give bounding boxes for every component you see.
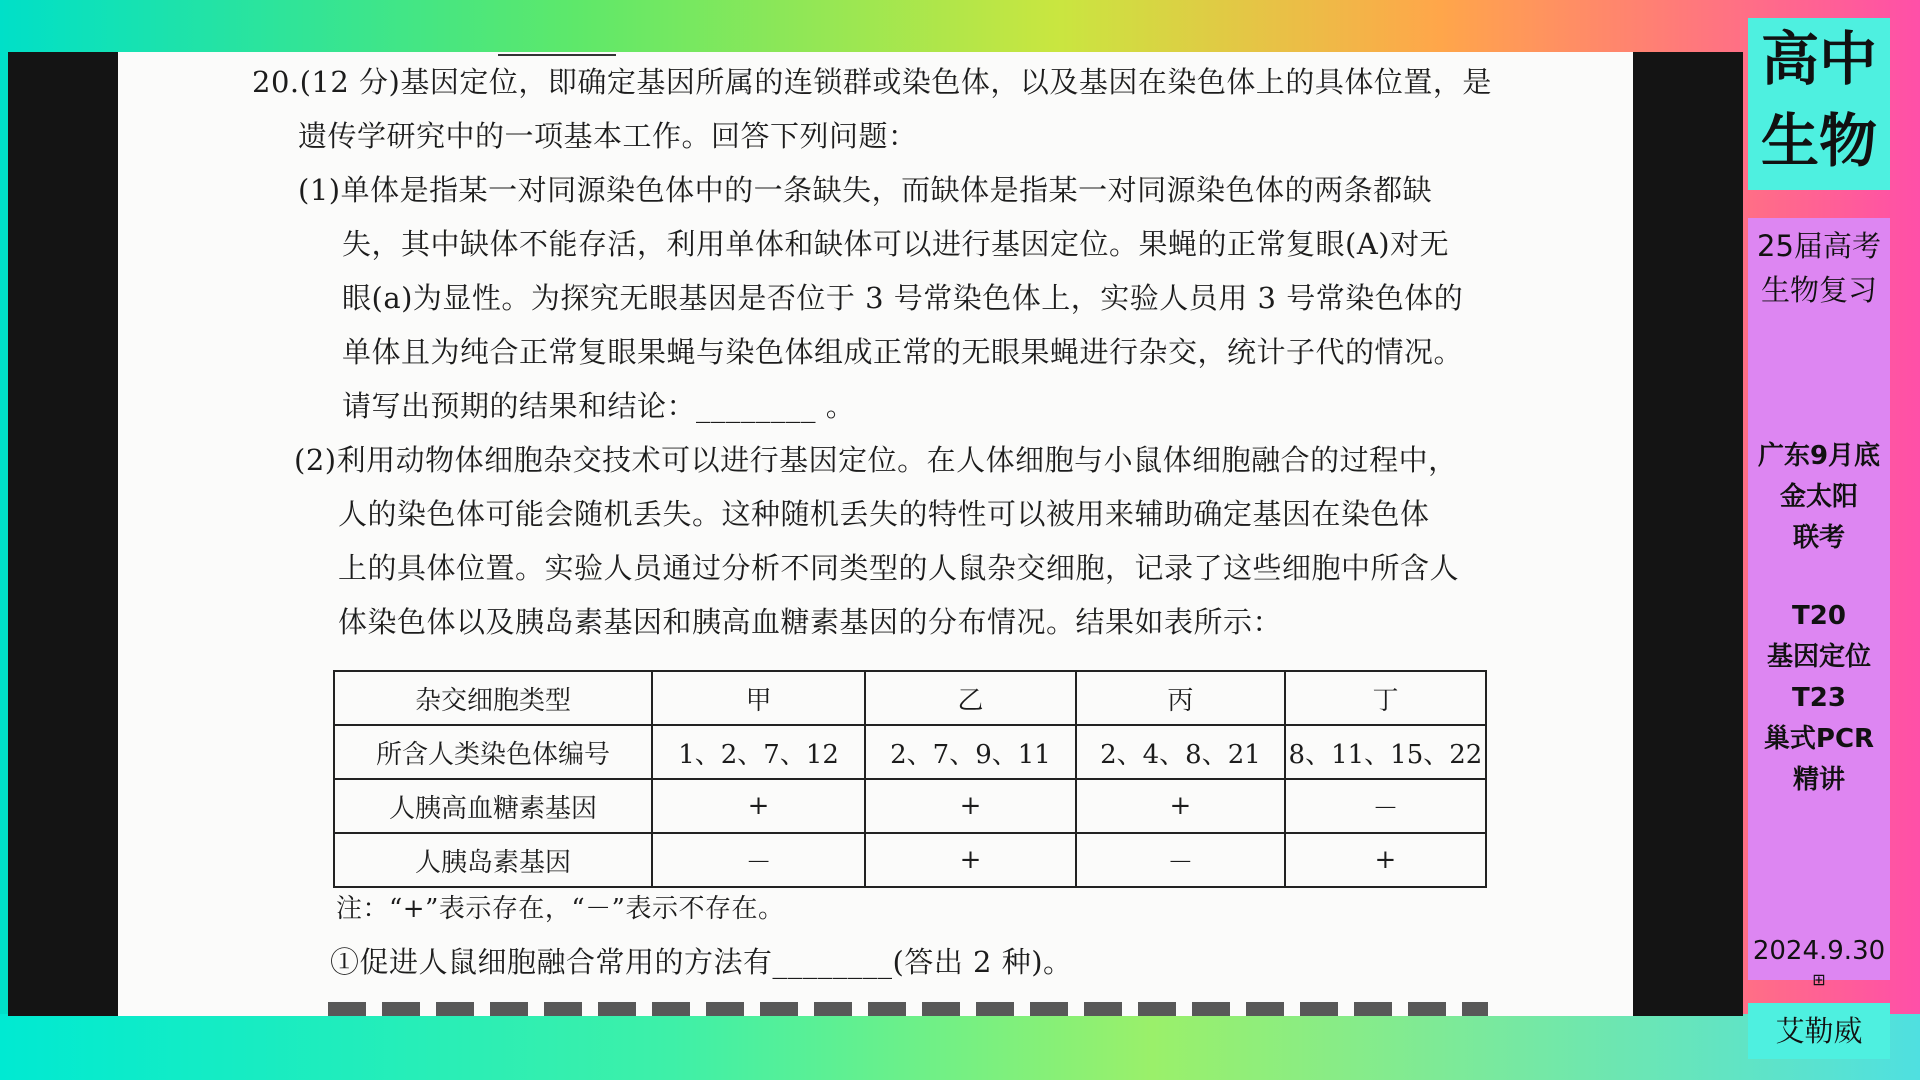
table-cell: 丁 [1285,671,1486,725]
subtitle [1748,224,1890,312]
table-cell: 所含人类染色体编号 [334,725,652,779]
topic-item: 精讲 [1792,765,1845,795]
course-title-line: 生物 [1760,107,1877,175]
text-line: 遗传学研究中的一项基本工作。回答下列问题： [298,119,918,153]
date-label: 2024.9.30 [1752,936,1886,966]
author-label: 艾勒威 [1748,1003,1890,1059]
table-cell: + [1076,779,1285,833]
table-cell: 2、7、9、11 [865,725,1076,779]
text-line: 人的染色体可能会随机丢失。这种随机丢失的特性可以被用来辅助确定基因在染色体 [338,497,1430,531]
exam-source-line: 联考 [1792,523,1845,553]
course-title [1748,18,1890,190]
info-panel [1748,218,1890,989]
table-cell: 甲 [652,671,865,725]
exam-source-line: 广东9月底 [1757,441,1881,471]
table-cell: － [1285,779,1486,833]
table-row [334,725,1486,779]
topic-item: 基因定位 [1766,642,1871,672]
text-line: (2)利用动物体细胞杂交技术可以进行基因定位。在人体细胞与小鼠体细胞融合的过程中， [294,443,1458,477]
text-line: 眼(a)为显性。为探究无眼基因是否位于 3 号常染色体上，实验人员用 3 号常染色体的 [342,281,1464,315]
text-line: 体染色体以及胰岛素基因和胰高血糖素基因的分布情况。结果如表所示： [338,605,1283,639]
table-cell: 人胰岛素基因 [334,833,652,887]
subtitle-line: 25届高考 [1757,229,1881,263]
table-row [334,833,1486,887]
bottom-band [0,1014,1920,1080]
text-line: 单体且为纯合正常复眼果蝇与染色体组成正常的无眼果蝇进行杂交，统计子代的情况。 [342,335,1464,369]
gene-table [333,670,1487,888]
table-cell: － [1076,833,1285,887]
table-cell: 人胰高血糖素基因 [334,779,652,833]
table-cell: 1、2、7、12 [652,725,865,779]
answer-prompt: 请写出预期的结果和结论：________ 。 [342,389,856,423]
text-line: 上的具体位置。实验人员通过分析不同类型的人鼠杂交细胞，记录了这些细胞中所含人 [338,551,1460,585]
course-title-line: 高中 [1760,25,1877,93]
exam-source-line: 金太阳 [1779,482,1858,512]
table-row [334,671,1486,725]
expand-icon[interactable]: ⊞ [1812,970,1826,989]
text-line: 失，其中缺体不能存活，利用单体和缺体可以进行基因定位。果蝇的正常复眼(A)对无 [342,227,1450,261]
table-row [334,779,1486,833]
cut-off-text [328,1002,1488,1016]
exam-source [1748,436,1890,559]
table-cell: 8、11、15、22 [1285,725,1486,779]
table-cell: + [865,779,1076,833]
table-cell: 丙 [1076,671,1285,725]
topic-item: 巢式PCR [1763,724,1875,754]
document-page [118,52,1633,1016]
topic-item: T20 [1792,601,1846,631]
table-cell: + [865,833,1076,887]
cut-off-blank [498,52,616,56]
topic-item: T23 [1792,683,1846,713]
subtitle-line: 生物复习 [1760,273,1877,307]
table-cell: 乙 [865,671,1076,725]
table-cell: + [652,779,865,833]
table-cell: 2、4、8、21 [1076,725,1285,779]
question-header: 20.(12 分)基因定位，即确定基因所属的连锁群或染色体，以及基因在染色体上的具体位置，是 [252,65,1492,99]
sub-question: ①促进人鼠细胞融合常用的方法有________(答出 2 种)。 [330,945,1073,979]
table-cell: 杂交细胞类型 [334,671,652,725]
topic-list [1748,596,1890,801]
table-note: 注：“+”表示存在，“－”表示不存在。 [336,894,785,924]
table-cell: － [652,833,865,887]
text-line: (1)单体是指某一对同源染色体中的一条缺失，而缺体是指某一对同源染色体的两条都缺 [298,173,1433,207]
table-cell: + [1285,833,1486,887]
